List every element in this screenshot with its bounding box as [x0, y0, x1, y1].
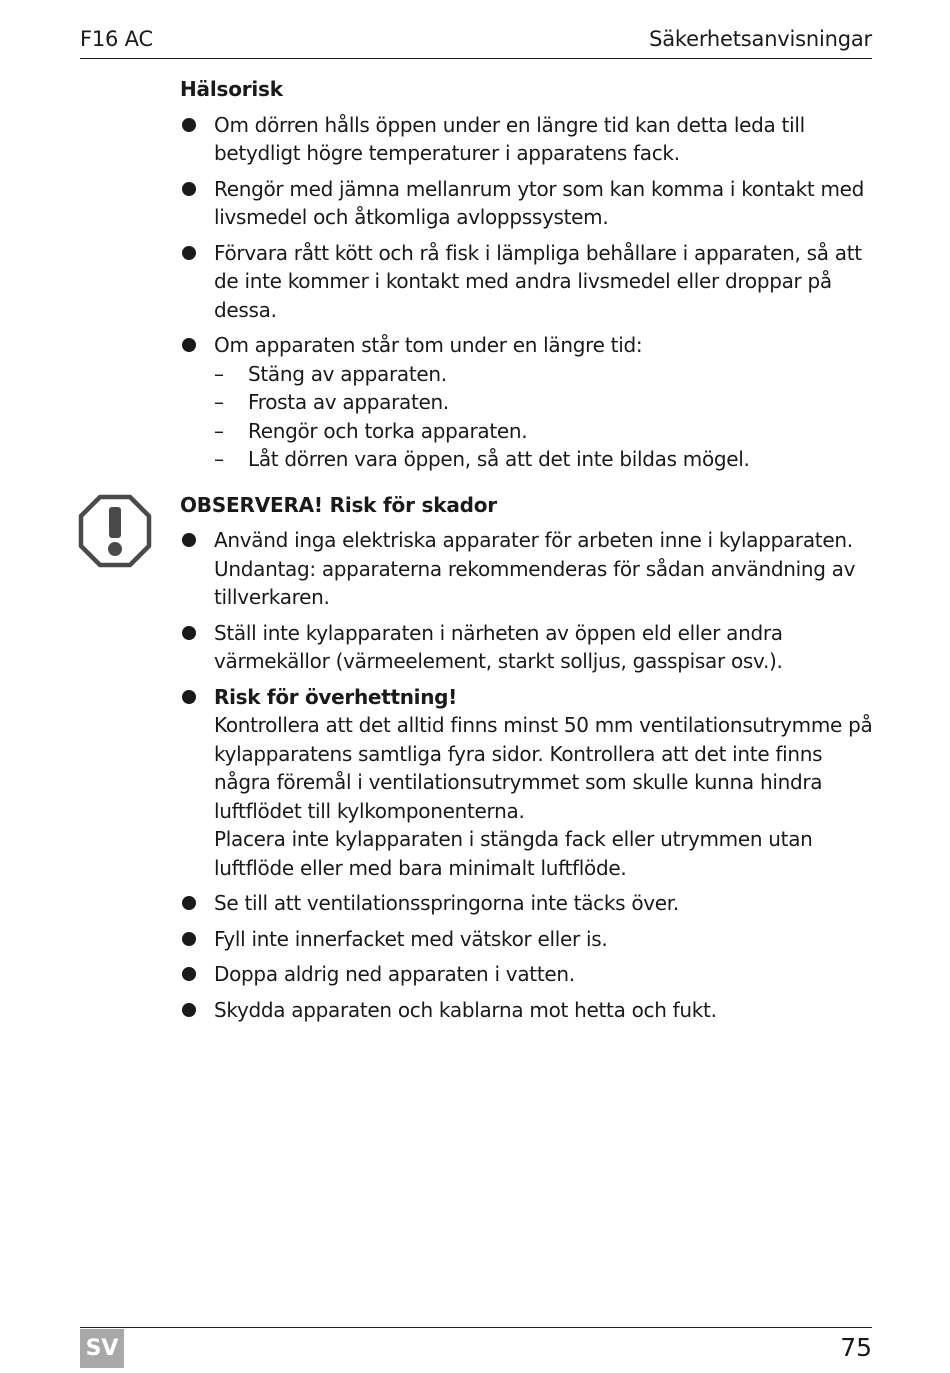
caution-list [180, 526, 880, 1024]
list-item [180, 683, 880, 883]
health-risk-heading: Hälsorisk [180, 77, 283, 101]
sub-list-item: – Låt dörren vara öppen, så att det inte bildas mögel. [214, 445, 880, 474]
section-title: Säkerhetsanvisningar [649, 27, 872, 51]
overheat-text: Placera inte kylapparaten i stängda fack eller utrymmen utan luftflöde eller med bara minimalt luftflöde. [214, 827, 813, 880]
caution-heading: OBSERVERA! Risk för skador [180, 492, 497, 517]
list-item-text: Om apparaten står tom under en längre tid: [214, 333, 643, 357]
document-model: F16 AC [80, 27, 153, 51]
sub-list-item: – Rengör och torka apparaten. [214, 417, 880, 446]
sub-list-item: – Stäng av apparaten. [214, 360, 880, 389]
page-number: 75 [840, 1333, 872, 1362]
list-item: Fyll inte innerfacket med vätskor eller is. [180, 925, 880, 954]
footer-divider [80, 1327, 872, 1328]
document-body [180, 75, 880, 1031]
list-item: Rengör med jämna mellanrum ytor som kan komma i kontakt med livsmedel och åtkomliga avloppssystem. [180, 175, 880, 232]
list-item: Se till att ventilationsspringorna inte täcks över. [180, 889, 880, 918]
sub-list-item: – Frosta av apparaten. [214, 388, 880, 417]
list-item: Förvara rått kött och rå fisk i lämpliga behållare i apparaten, så att de inte kommer i kontakt med andra livsmedel eller droppar på dessa. [180, 239, 880, 325]
list-item: Om dörren hålls öppen under en längre tid kan detta leda till betydligt högre temperaturer i apparatens fack. [180, 111, 880, 168]
caution-section [180, 491, 880, 1025]
health-risk-list [180, 111, 880, 474]
list-item: Skydda apparaten och kablarna mot hetta och fukt. [180, 996, 880, 1025]
header-divider [80, 58, 872, 59]
warning-octagon-icon [78, 494, 152, 568]
list-item: Använd inga elektriska apparater för arbeten inne i kylapparaten. Undantag: apparaterna rekommenderas för sådan användning av tillverkaren. [180, 526, 880, 612]
list-item: Ställ inte kylapparaten i närheten av öppen eld eller andra värmekällor (värmeelement, starkt solljus, gasspisar osv.). [180, 619, 880, 676]
overheat-text: Kontrollera att det alltid finns minst 50 mm ventilationsutrymme på kylapparatens samtliga fyra sidor. Kontrollera att det inte finns några föremål i ventilationsutrymmet som skulle kunna hindra luftflödet till kylkomponenterna. [214, 713, 873, 823]
language-badge: SV [80, 1329, 124, 1368]
list-item: Doppa aldrig ned apparaten i vatten. [180, 960, 880, 989]
list-item [180, 331, 880, 474]
empty-appliance-steps [214, 360, 880, 474]
overheat-title: Risk för överhettning! [214, 684, 457, 709]
